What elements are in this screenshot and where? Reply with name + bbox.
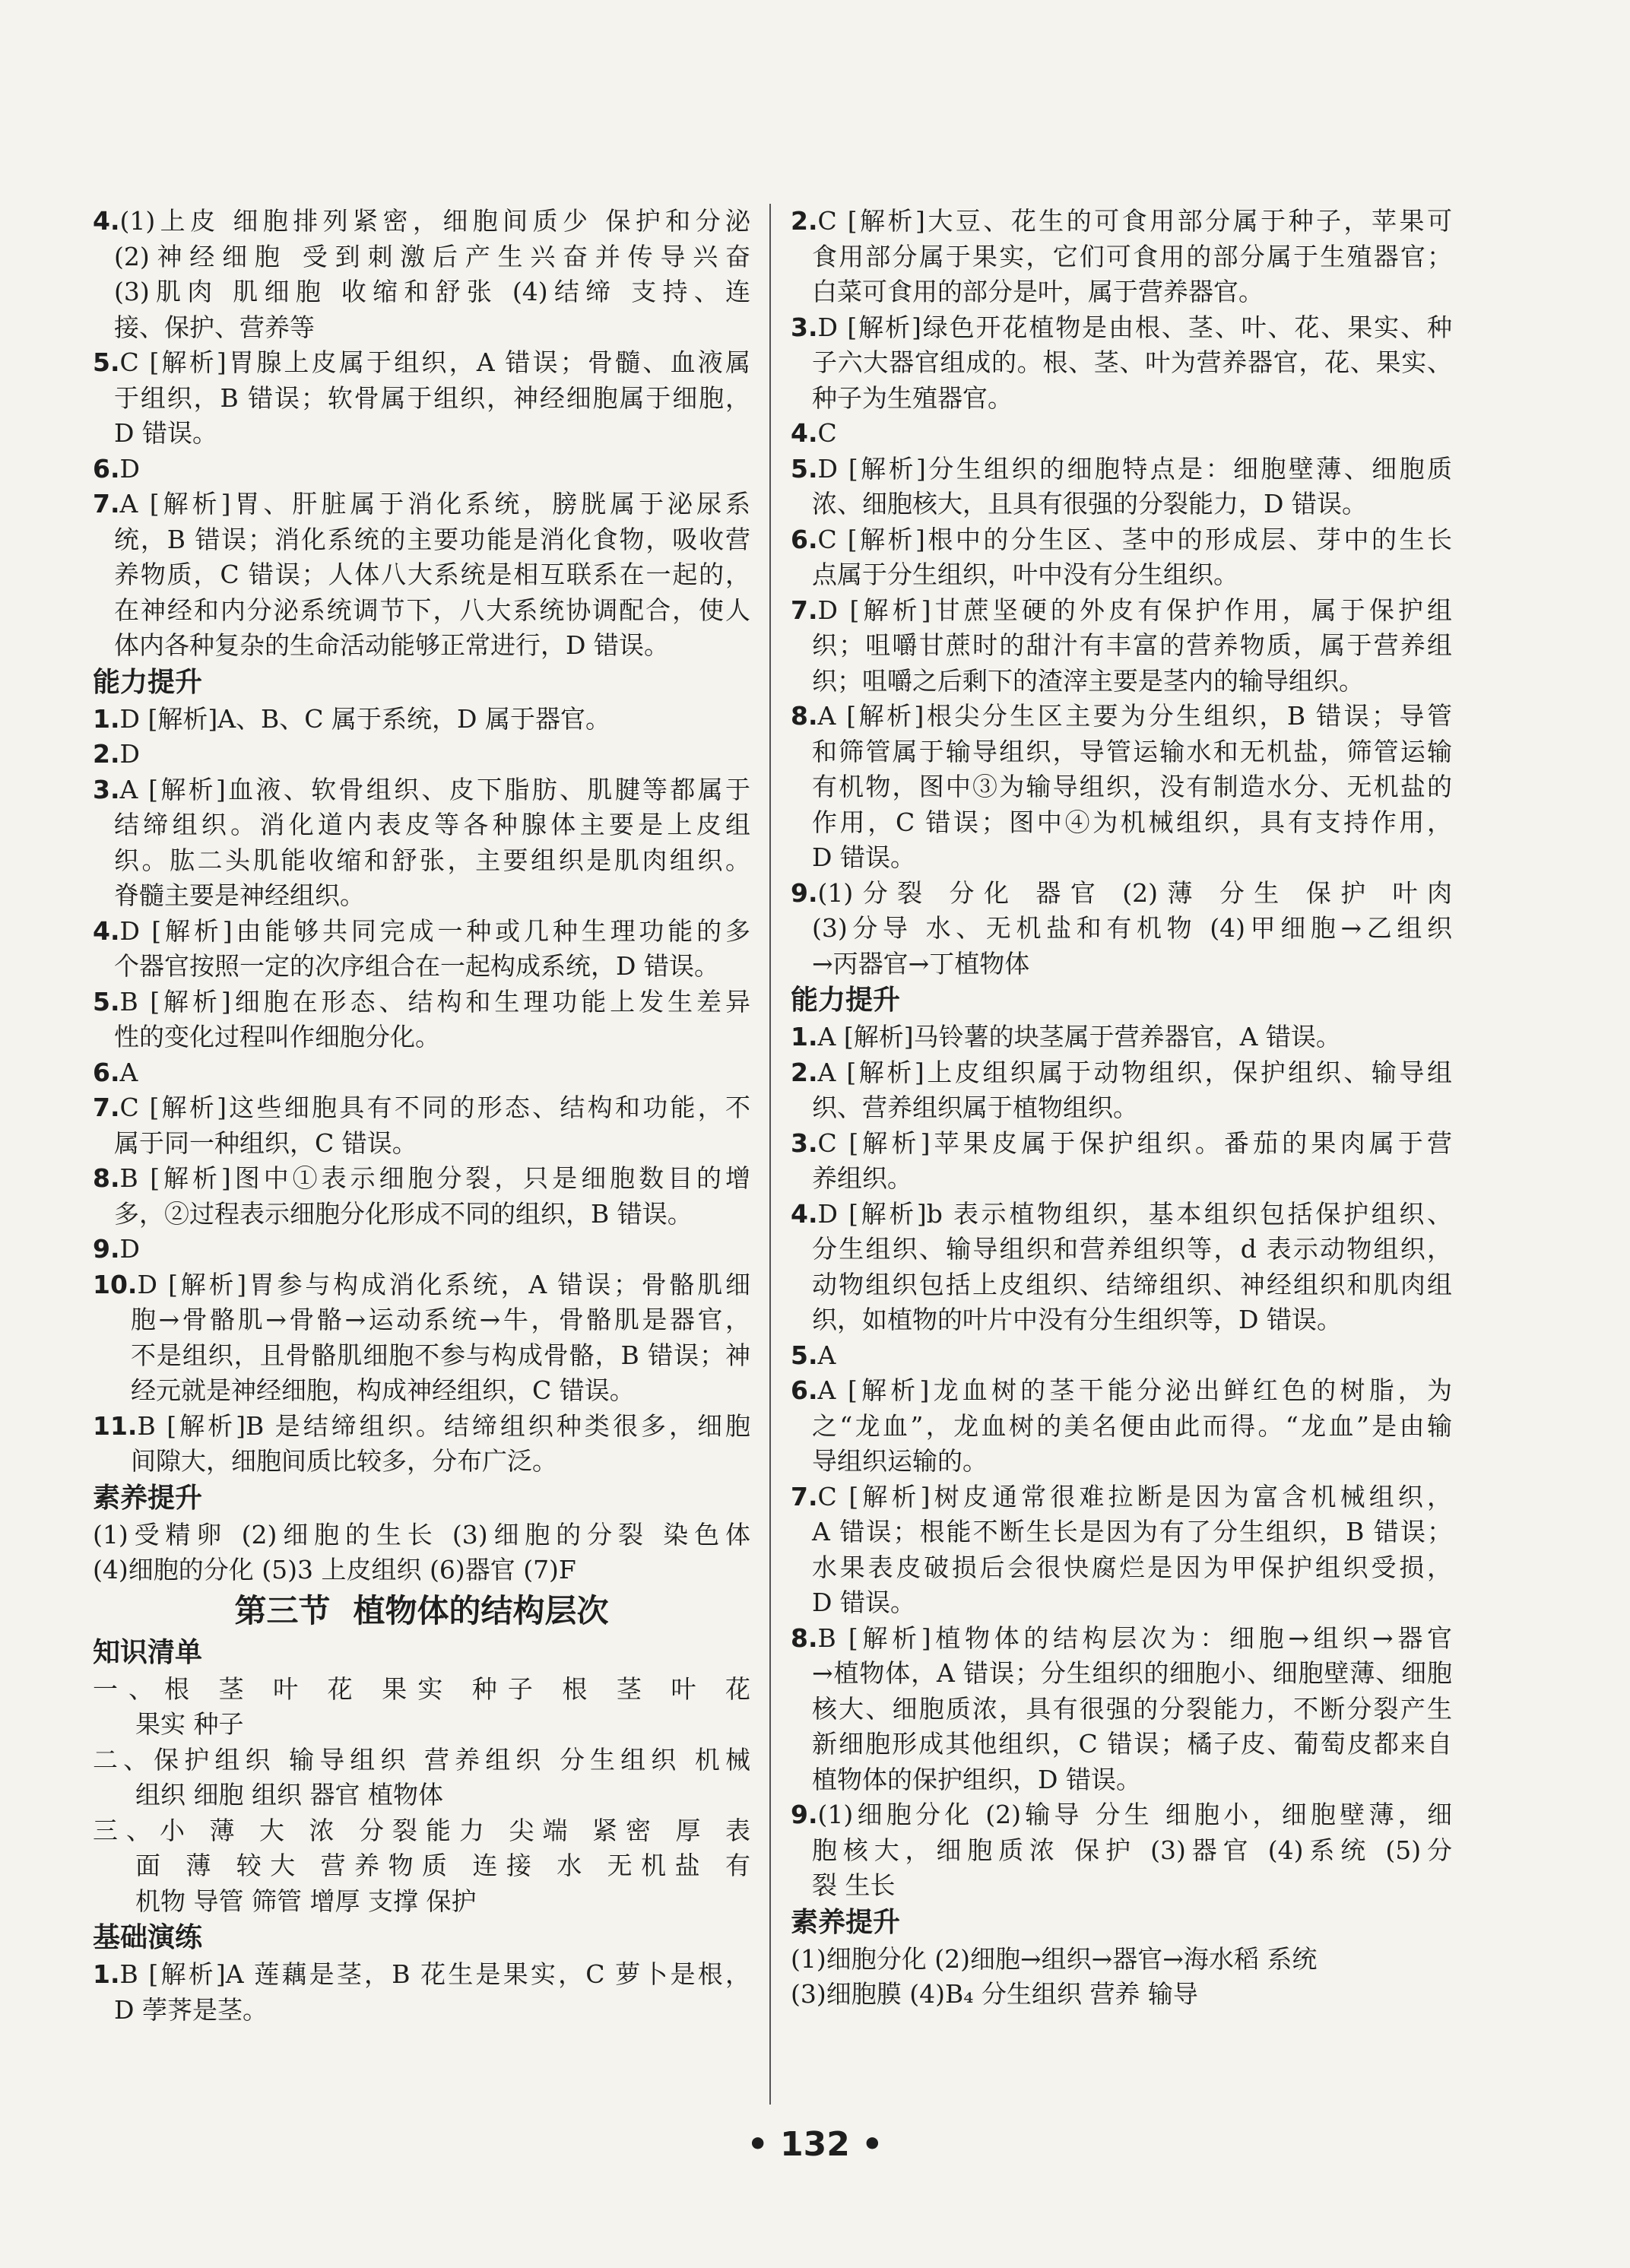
answer-text: 织、营养组织属于植物组织。	[812, 1093, 1138, 1122]
question-number: 5.	[93, 986, 120, 1017]
answer-text: D [解析]胃参与构成消化系统，A 错误；骨骼肌细	[137, 1269, 750, 1299]
question-number: 10.	[93, 1269, 138, 1299]
answer-text: 子六大器官组成的。根、茎、叶为营养器官，花、果实、	[812, 347, 1452, 377]
question-number: 2.	[791, 206, 818, 236]
answer-text: 织。肱二头肌能收缩和舒张，主要组织是肌肉组织。	[114, 845, 750, 875]
answer-text: 接、保护、营养等	[114, 312, 315, 342]
answer-text: A 错误；根能不断生长是因为有了分生组织，B 错误；	[812, 1517, 1452, 1546]
answer-text: 织；咀嚼之后剩下的渣滓主要是茎内的输导组织。	[812, 665, 1364, 696]
answer-text: 多，②过程表示细胞分化形成不同的组织，B 错误。	[114, 1198, 693, 1229]
answer-text: 三、小 薄 大 浓 分裂能力 尖端 紧密 厚 表	[93, 1815, 750, 1845]
answer-text: A [解析]龙血树的茎干能分泌出鲜红色的树脂，为	[817, 1375, 1452, 1405]
answer-6	[791, 522, 1452, 593]
answer-text: C [解析]树皮通常很难拉断是因为富含机械组织，	[817, 1481, 1452, 1511]
answer-text: (1)分裂 分化 器官 (2)薄 分生 保护 叶肉	[817, 877, 1452, 908]
answer-4	[791, 416, 1452, 452]
answer-5	[93, 345, 750, 452]
answer-text: 体内各种复杂的生命活动能够正常进行，D 错误。	[114, 630, 669, 660]
answer-text: 于组织，B 错误；软骨属于组织，神经细胞属于细胞，	[114, 382, 750, 413]
answer-text: (4)细胞的分化 (5)3 上皮组织 (6)器官 (7)F	[93, 1555, 576, 1584]
answer-9	[93, 1232, 750, 1267]
knowledge-item-1	[93, 1672, 750, 1743]
question-number: 3.	[791, 312, 818, 342]
answer-text: A [解析]马铃薯的块茎属于营养器官，A 错误。	[817, 1022, 1341, 1052]
answer-10	[93, 1267, 750, 1409]
question-number: 8.	[791, 701, 818, 731]
answer-7	[93, 1090, 750, 1161]
answer-6	[93, 452, 750, 487]
section-heading: 能力提升	[791, 985, 901, 1016]
question-number: 4.	[93, 206, 120, 236]
answer-text: C [解析]大豆、花生的可食用部分属于种子，苹果可	[817, 206, 1452, 236]
question-number: 4.	[791, 1198, 818, 1229]
answer-text: D 荸荠是茎。	[114, 1994, 268, 2025]
question-number: 9.	[791, 1800, 818, 1829]
answer-8	[791, 699, 1452, 876]
question-number: 7.	[93, 489, 120, 519]
answer-text: 胞→骨骼肌→骨骼→运动系统→牛，骨骼肌是器官，	[131, 1305, 750, 1334]
answer-text: 结缔组织。消化道内表皮等各种腺体主要是上皮组	[114, 810, 750, 839]
answer-text: (2)神经细胞 受到刺激后产生兴奋并传导兴奋	[114, 241, 750, 271]
answer-text: 面 薄 较大 营养物质 连接 水 无机盐 有	[135, 1851, 750, 1880]
answer-text: 组织 细胞 组织 器官 植物体	[135, 1780, 443, 1810]
answer-4	[791, 1197, 1452, 1338]
answer-7	[791, 593, 1452, 699]
answer-text: D	[119, 453, 140, 484]
answer-text: 点属于分生组织，叶中没有分生组织。	[812, 560, 1238, 589]
question-number: 6.	[93, 1057, 120, 1087]
answer-text: D [解析]绿色开花植物是由根、茎、叶、花、果实、种	[817, 312, 1452, 342]
answer-text: D [解析]甘蔗坚硬的外皮有保护作用，属于保护组	[817, 595, 1452, 625]
answer-text: 水果表皮破损后会很快腐烂是因为甲保护组织受损，	[812, 1552, 1452, 1582]
knowledge-item-3	[93, 1813, 750, 1920]
answer-text: 作用，C 错误；图中④为机械组织，具有支持作用，	[812, 807, 1452, 837]
column-divider	[769, 204, 771, 2105]
answer-text: 和筛管属于输导组织，导管运输水和无机盐，筛管运输	[812, 736, 1452, 766]
answer-text: 一、根 茎 叶 花 果实 种子 根 茎 叶 花	[93, 1673, 750, 1704]
answer-text: 植物体的保护组织，D 错误。	[812, 1764, 1141, 1794]
answer-text: 统，B 错误；消化系统的主要功能是消化食物，吸收营	[114, 524, 750, 554]
answer-text: 养物质，C 错误；人体八大系统是相互联系在一起的，	[114, 560, 750, 589]
answer-text: (3)细胞膜 (4)B₄ 分生组织 营养 输导	[791, 1979, 1198, 2009]
answer-text: 白菜可食用的部分是叶，属于营养器官。	[812, 277, 1264, 306]
section-heading: 基础演练	[93, 1922, 203, 1953]
answer-text: 有机物，图中③为输导组织，没有制造水分、无机盐的	[812, 772, 1452, 801]
answer-text: D [解析]分生组织的细胞特点是：细胞壁薄、细胞质	[817, 453, 1452, 484]
question-number: 5.	[93, 347, 120, 377]
answer-5	[93, 985, 750, 1055]
question-number: 2.	[93, 739, 120, 769]
answer-text: 间隙大，细胞间质比较多，分布广泛。	[131, 1446, 557, 1476]
answer-text: 裂 生长	[812, 1870, 896, 1900]
section-heading: 素养提升	[791, 1906, 901, 1938]
answer-text: B [解析]植物体的结构层次为：细胞→组织→器官	[817, 1622, 1452, 1653]
answer-text: 胞核大，细胞质浓 保护 (3)器官 (4)系统 (5)分	[812, 1835, 1452, 1865]
question-number: 7.	[791, 595, 818, 625]
question-number: 8.	[791, 1622, 818, 1653]
answer-text: →植物体，A 错误；分生组织的细胞小、细胞壁薄、细胞	[812, 1658, 1452, 1688]
question-number: 3.	[93, 774, 120, 804]
answer-text: (3)肌肉 肌细胞 收缩和舒张 (4)结缔 支持、连	[114, 277, 750, 306]
answer-text: 不是组织，且骨骼肌细胞不参与构成骨骼，B 错误；神	[131, 1340, 750, 1370]
answer-text: 分生组织、输导组织和营养组织等，d 表示动物组织，	[812, 1234, 1452, 1264]
answer-text: C [解析]根中的分生区、茎中的形成层、芽中的生长	[817, 524, 1452, 554]
answer-text: C [解析]这些细胞具有不同的形态、结构和功能，不	[119, 1093, 750, 1122]
answer-text: A	[119, 1057, 138, 1087]
section-name: 植物体的结构层次	[353, 1591, 609, 1629]
answer-text: C [解析]胃腺上皮属于组织，A 错误；骨髓、血液属	[119, 347, 750, 377]
answer-text: B [解析]B 是结缔组织。结缔组织种类很多，细胞	[137, 1410, 750, 1441]
answer-8	[93, 1161, 750, 1232]
answer-text: 养组织。	[812, 1163, 912, 1193]
answer-9	[791, 876, 1452, 982]
answer-text: D [解析]A、B、C 属于系统，D 属于器官。	[119, 703, 610, 734]
answer-4	[93, 914, 750, 985]
answer-text: 种子为生殖器官。	[812, 382, 1013, 413]
answer-1	[791, 1020, 1452, 1055]
question-number: 6.	[791, 524, 818, 554]
answer-text: 新细胞形成其他组织，C 错误；橘子皮、葡萄皮都来自	[812, 1729, 1452, 1759]
answer-text: A [解析]根尖分生区主要为分生组织，B 错误；导管	[817, 701, 1452, 731]
answer-text: 机物 导管 筛管 增厚 支撑 保护	[135, 1886, 477, 1916]
answer-text: →丙器官→丁植物体	[812, 948, 1030, 979]
answer-text: 属于同一种组织，C 错误。	[114, 1128, 417, 1158]
question-number: 4.	[93, 915, 120, 946]
answer-text: 二、保护组织 输导组织 营养组织 分生组织 机械	[93, 1744, 750, 1775]
answer-text: A [解析]胃、肝脏属于消化系统，膀胱属于泌尿系	[119, 489, 750, 519]
answer-text: 导组织运输的。	[812, 1446, 988, 1476]
answer-text: D	[119, 739, 140, 769]
page-number: • 132 •	[747, 2125, 883, 2164]
answer-text: A	[817, 1340, 836, 1370]
section-number: 第三节	[234, 1591, 331, 1629]
question-number: 9.	[791, 877, 818, 908]
question-number: 5.	[791, 453, 818, 484]
answer-text: 浓、细胞核大，且具有很强的分裂能力，D 错误。	[812, 489, 1367, 519]
answer-3	[791, 310, 1452, 417]
knowledge-item-2	[93, 1743, 750, 1813]
answer-7	[791, 1480, 1452, 1621]
answer-6	[93, 1055, 750, 1091]
answer-1	[93, 702, 750, 737]
section-heading: 素养提升	[93, 1482, 203, 1514]
question-number: 9.	[93, 1234, 120, 1264]
answer-text: 脊髓主要是神经组织。	[114, 880, 365, 910]
answer-5	[791, 1338, 1452, 1374]
answer-text: (1)受精卵 (2)细胞的生长 (3)细胞的分裂 染色体	[93, 1519, 750, 1550]
question-number: 2.	[791, 1057, 818, 1087]
answer-text: (1)细胞分化 (2)输导 分生 细胞小，细胞壁薄，细	[817, 1800, 1452, 1829]
answer-3	[93, 772, 750, 914]
answer-text: D 错误。	[812, 1588, 915, 1617]
question-number: 7.	[93, 1093, 120, 1122]
answer-text: 织；咀嚼甘蔗时的甜汁有丰富的营养物质，属于营养组	[812, 630, 1452, 660]
answer-text: D 错误。	[114, 418, 217, 448]
question-number: 8.	[93, 1163, 120, 1193]
question-number: 6.	[93, 453, 120, 484]
answer-text: 动物组织包括上皮组织、结缔组织、神经组织和肌肉组	[812, 1269, 1452, 1299]
question-number: 4.	[791, 418, 818, 448]
answer-9	[791, 1797, 1452, 1904]
answer-1	[93, 1957, 750, 2028]
answer-text: B [解析]细胞在形态、结构和生理功能上发生差异	[119, 986, 750, 1017]
question-number: 1.	[93, 703, 120, 734]
section-heading: 知识清单	[93, 1636, 203, 1668]
left-column	[93, 204, 750, 2028]
answer-text: C [解析]苹果皮属于保护组织。番茄的果肉属于营	[817, 1128, 1452, 1158]
question-number: 7.	[791, 1481, 818, 1511]
question-number: 1.	[791, 1022, 818, 1052]
answer-text: D [解析]由能够共同完成一种或几种生理功能的多	[119, 915, 750, 946]
answer-text: A [解析]血液、软骨组织、皮下脂肪、肌腱等都属于	[119, 774, 750, 804]
section-title	[93, 1588, 750, 1634]
question-number: 6.	[791, 1375, 818, 1405]
right-column	[791, 204, 1452, 2013]
answer-text: 之“龙血”，龙血树的美名便由此而得。“龙血”是由输	[812, 1410, 1452, 1441]
answer-text: 个器官按照一定的次序组合在一起构成系统，D 错误。	[114, 951, 719, 981]
question-number: 3.	[791, 1128, 818, 1158]
answer-text: (1)细胞分化 (2)细胞→组织→器官→海水稻 系统	[791, 1943, 1318, 1974]
answer-text: 织，如植物的叶片中没有分生组织等，D 错误。	[812, 1305, 1342, 1334]
answer-6	[791, 1373, 1452, 1480]
answer-2	[791, 1055, 1452, 1126]
answer-text: C	[817, 418, 837, 448]
answer-text: D [解析]b 表示植物组织，基本组织包括保护组织、	[817, 1198, 1452, 1229]
answer-7	[93, 487, 750, 664]
answer-text: D 错误。	[812, 842, 915, 872]
answer-2	[791, 204, 1452, 310]
answer-text: 果实 种子	[135, 1709, 244, 1739]
answer-text: B [解析]图中①表示细胞分裂，只是细胞数目的增	[119, 1163, 750, 1193]
answer-5	[791, 452, 1452, 522]
answer-text: 性的变化过程叫作细胞分化。	[114, 1022, 440, 1052]
section-heading: 能力提升	[93, 666, 203, 698]
answer-text: D	[119, 1234, 140, 1264]
answer-8	[791, 1621, 1452, 1798]
question-number: 11.	[93, 1410, 138, 1441]
answer-11	[93, 1409, 750, 1480]
answer-text: 在神经和内分泌系统调节下，八大系统协调配合，使人	[114, 595, 750, 625]
answer-3	[791, 1126, 1452, 1197]
answer-text: 核大、细胞质浓，具有很强的分裂能力，不断分裂产生	[812, 1693, 1452, 1724]
answer-text: A [解析]上皮组织属于动物组织，保护组织、输导组	[817, 1057, 1452, 1087]
answer-text: (1)上皮 细胞排列紧密，细胞间质少 保护和分泌	[119, 206, 750, 236]
answer-2	[93, 737, 750, 772]
question-number: 5.	[791, 1340, 818, 1370]
answer-text: B [解析]A 莲藕是茎，B 花生是果实，C 萝卜是根，	[119, 1959, 750, 1989]
answer-4	[93, 204, 750, 345]
answer-text: 经元就是神经细胞，构成神经组织，C 错误。	[131, 1375, 635, 1405]
answer-text: (3)分导 水、无机盐和有机物 (4)甲细胞→乙组织	[812, 913, 1452, 943]
answer-text: 食用部分属于果实，它们可食用的部分属于生殖器官；	[812, 241, 1452, 271]
question-number: 1.	[93, 1959, 120, 1989]
